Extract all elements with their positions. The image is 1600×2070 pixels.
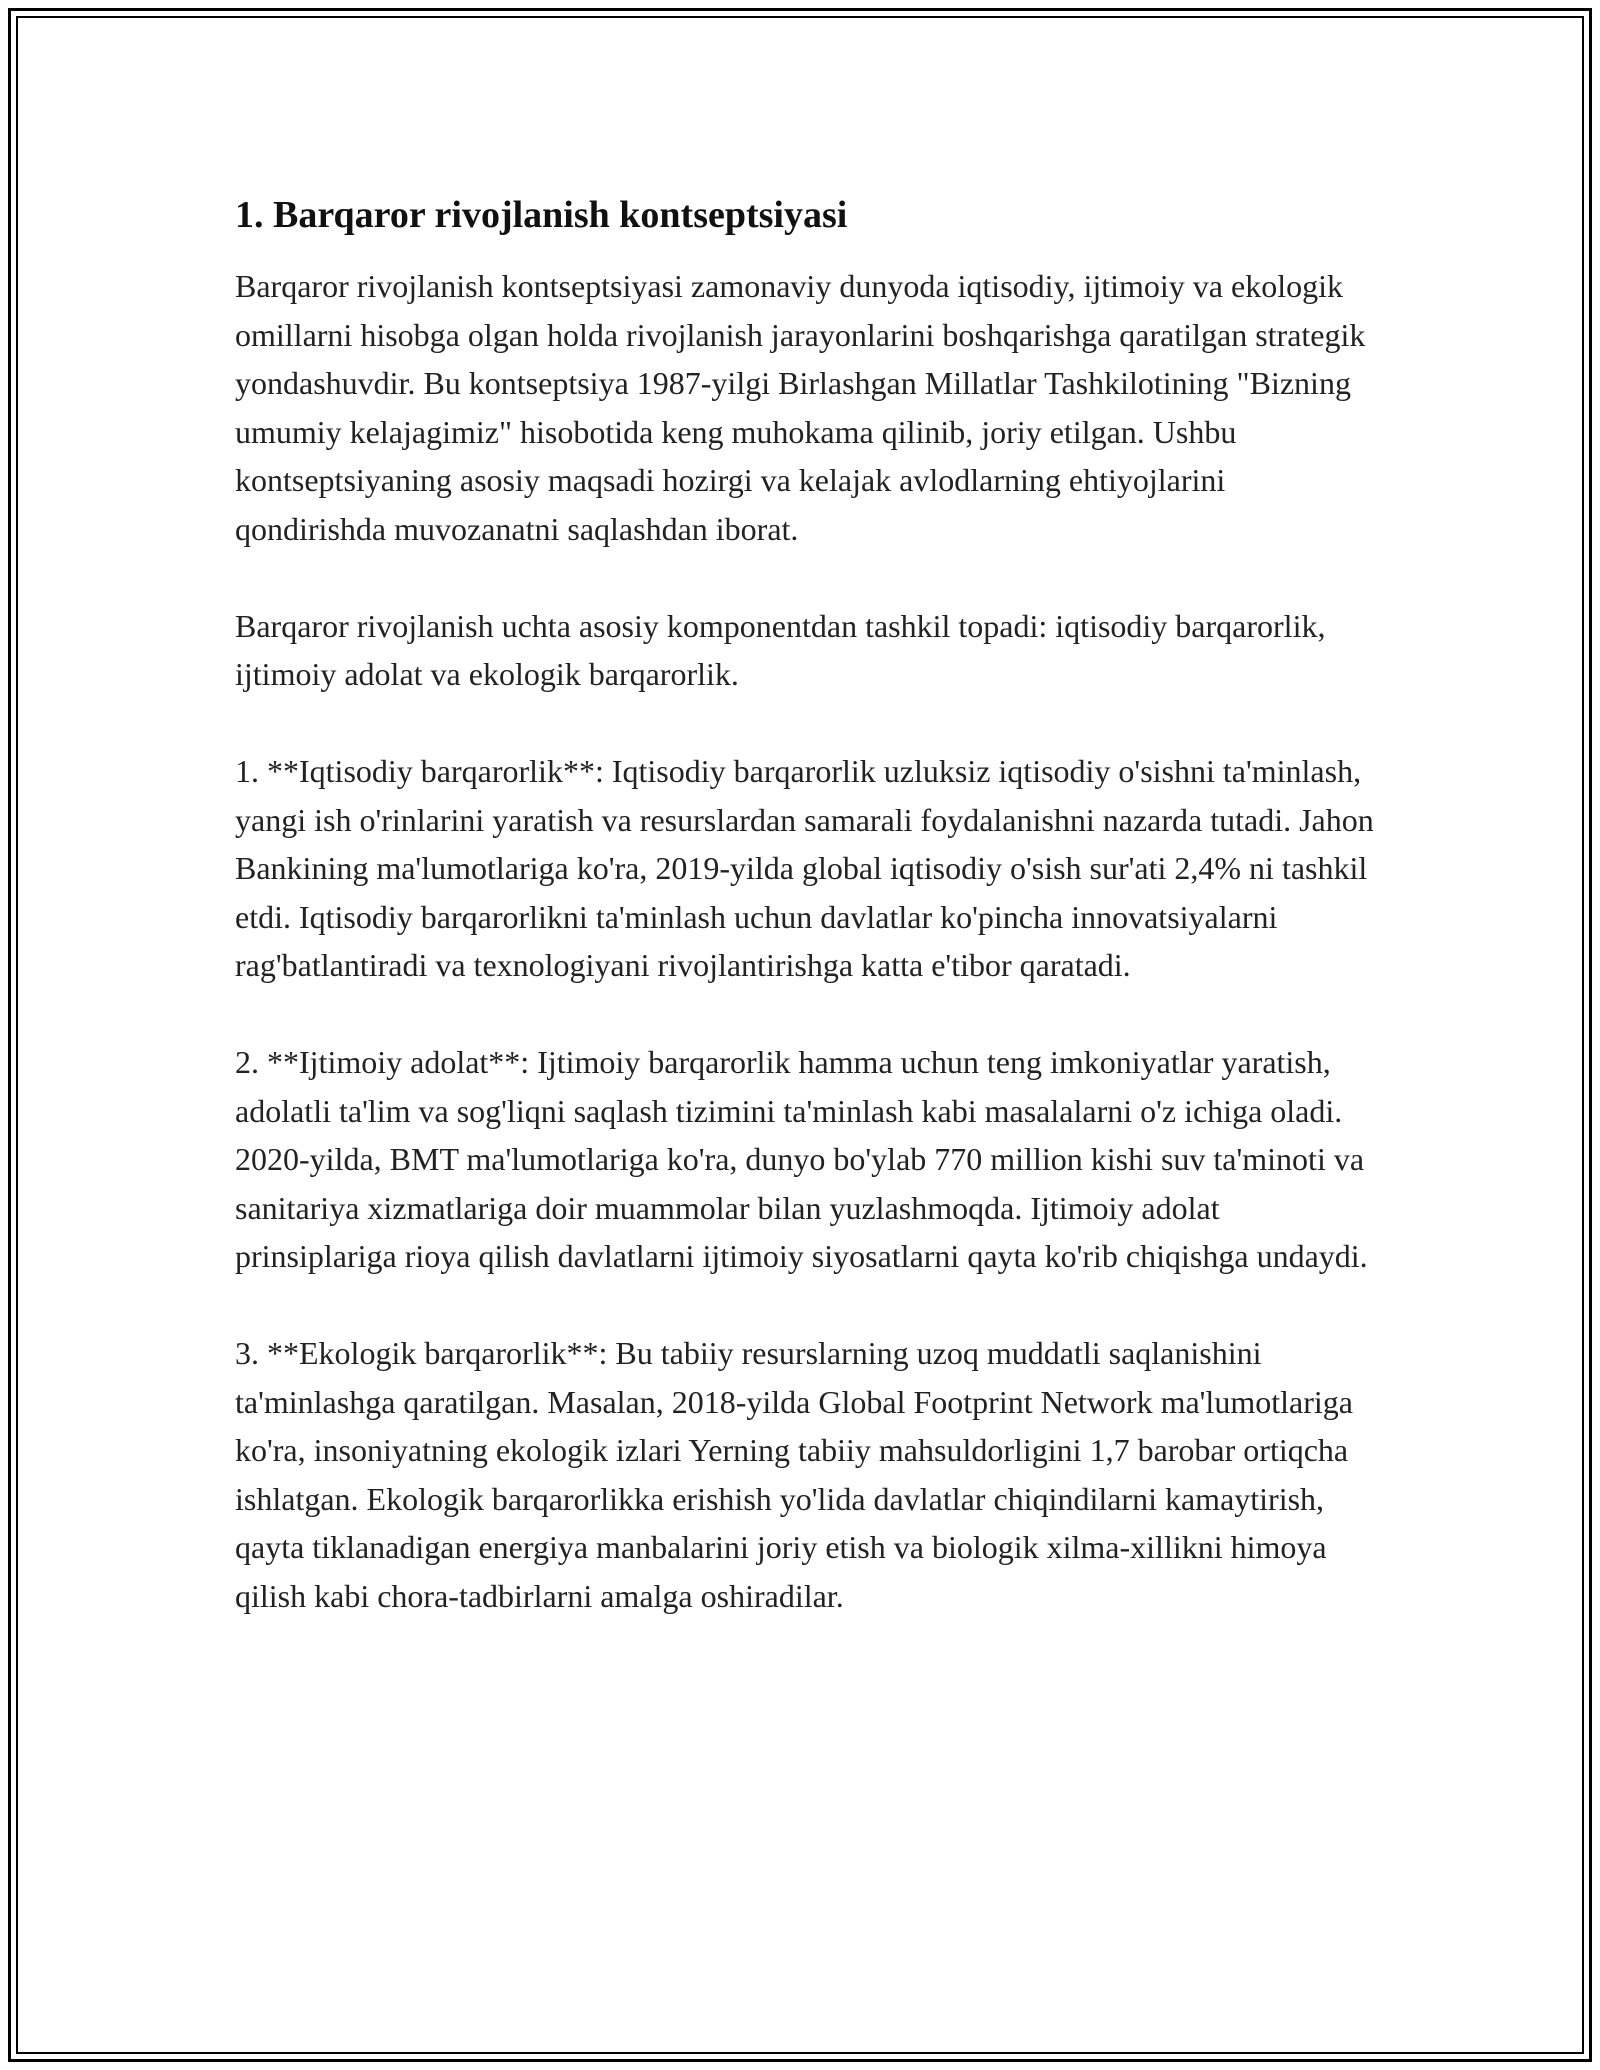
paragraph-economic: 1. **Iqtisodiy barqarorlik**: Iqtisodiy barqarorlik uzluksiz iqtisodiy o'sishni ta'minlash, yangi ish o'rinlarini yaratish va resurslardan samarali foydalanishni nazarda tutadi. Jahon Bankining ma'lumotlariga ko'ra, 2019-yilda global iqtisodiy o'sish sur'ati 2,4% ni tashkil etdi. Iqtisodiy barqarorlikni ta'minlash uchun davlatlar ko'pincha innovatsiyalarni rag'batlantiradi va texnologiyani rivojlantirishga katta e'tibor qaratadi. — [235, 753, 1374, 983]
paragraph-intro: Barqaror rivojlanish kontseptsiyasi zamonaviy dunyoda iqtisodiy, ijtimoiy va ekologik omillarni hisobga olgan holda rivojlanish jarayonlarini boshqarishga qaratilgan strategik yondashuvdir. Bu kontseptsiya 1987-yilgi Birlashgan Millatlar Tashkilotining "Bizning umumiy kelajagimiz" hisobotida keng muhokama qilinib, joriy etilgan. Ushbu kontseptsiyaning asosiy maqsadi hozirgi va kelajak avlodlarning ehtiyojlarini qondirishda muvozanatni saqlashdan iborat. — [235, 268, 1366, 547]
paragraph-social: 2. **Ijtimoiy adolat**: Ijtimoiy barqarorlik hamma uchun teng imkoniyatlar yaratish, adolatli ta'lim va sog'liqni saqlash tizimini ta'minlash kabi masalalarni o'z ichiga oladi. 2020-yilda, BMT ma'lumotlariga ko'ra, dunyo bo'ylab 770 million kishi suv ta'minoti va sanitariya xizmatlariga doir muammolar bilan yuzlashmoqda. Ijtimoiy adolat prinsiplariga rioya qilish davlatlarni ijtimoiy siyosatlarni qayta ko'rib chiqishga undaydi. — [235, 1044, 1368, 1274]
paragraph-ecological: 3. **Ekologik barqarorlik**: Bu tabiiy resurslarning uzoq muddatli saqlanishini ta'minlashga qaratilgan. Masalan, 2018-yilda Global Footprint Network ma'lumotlariga ko'ra, insoniyatning ekologik izlari Yerning tabiiy mahsuldorligini 1,7 barobar ortiqcha ishlatgan. Ekologik barqarorlikka erishish yo'lida davlatlar chiqindilarni kamaytirish, qayta tiklanadigan energiya manbalarini joriy etish va biologik xilma-xillikni himoya qilish kabi chora-tadbirlarni amalga oshiradilar. — [235, 1335, 1353, 1614]
paragraph-components: Barqaror rivojlanish uchta asosiy komponentdan tashkil topadi: iqtisodiy barqarorlik, ijtimoiy adolat va ekologik barqarorlik. — [235, 607, 1326, 692]
document-body — [235, 190, 1375, 1669]
document-title: 1. Barqaror rivojlanish kontseptsiyasi — [235, 194, 848, 236]
